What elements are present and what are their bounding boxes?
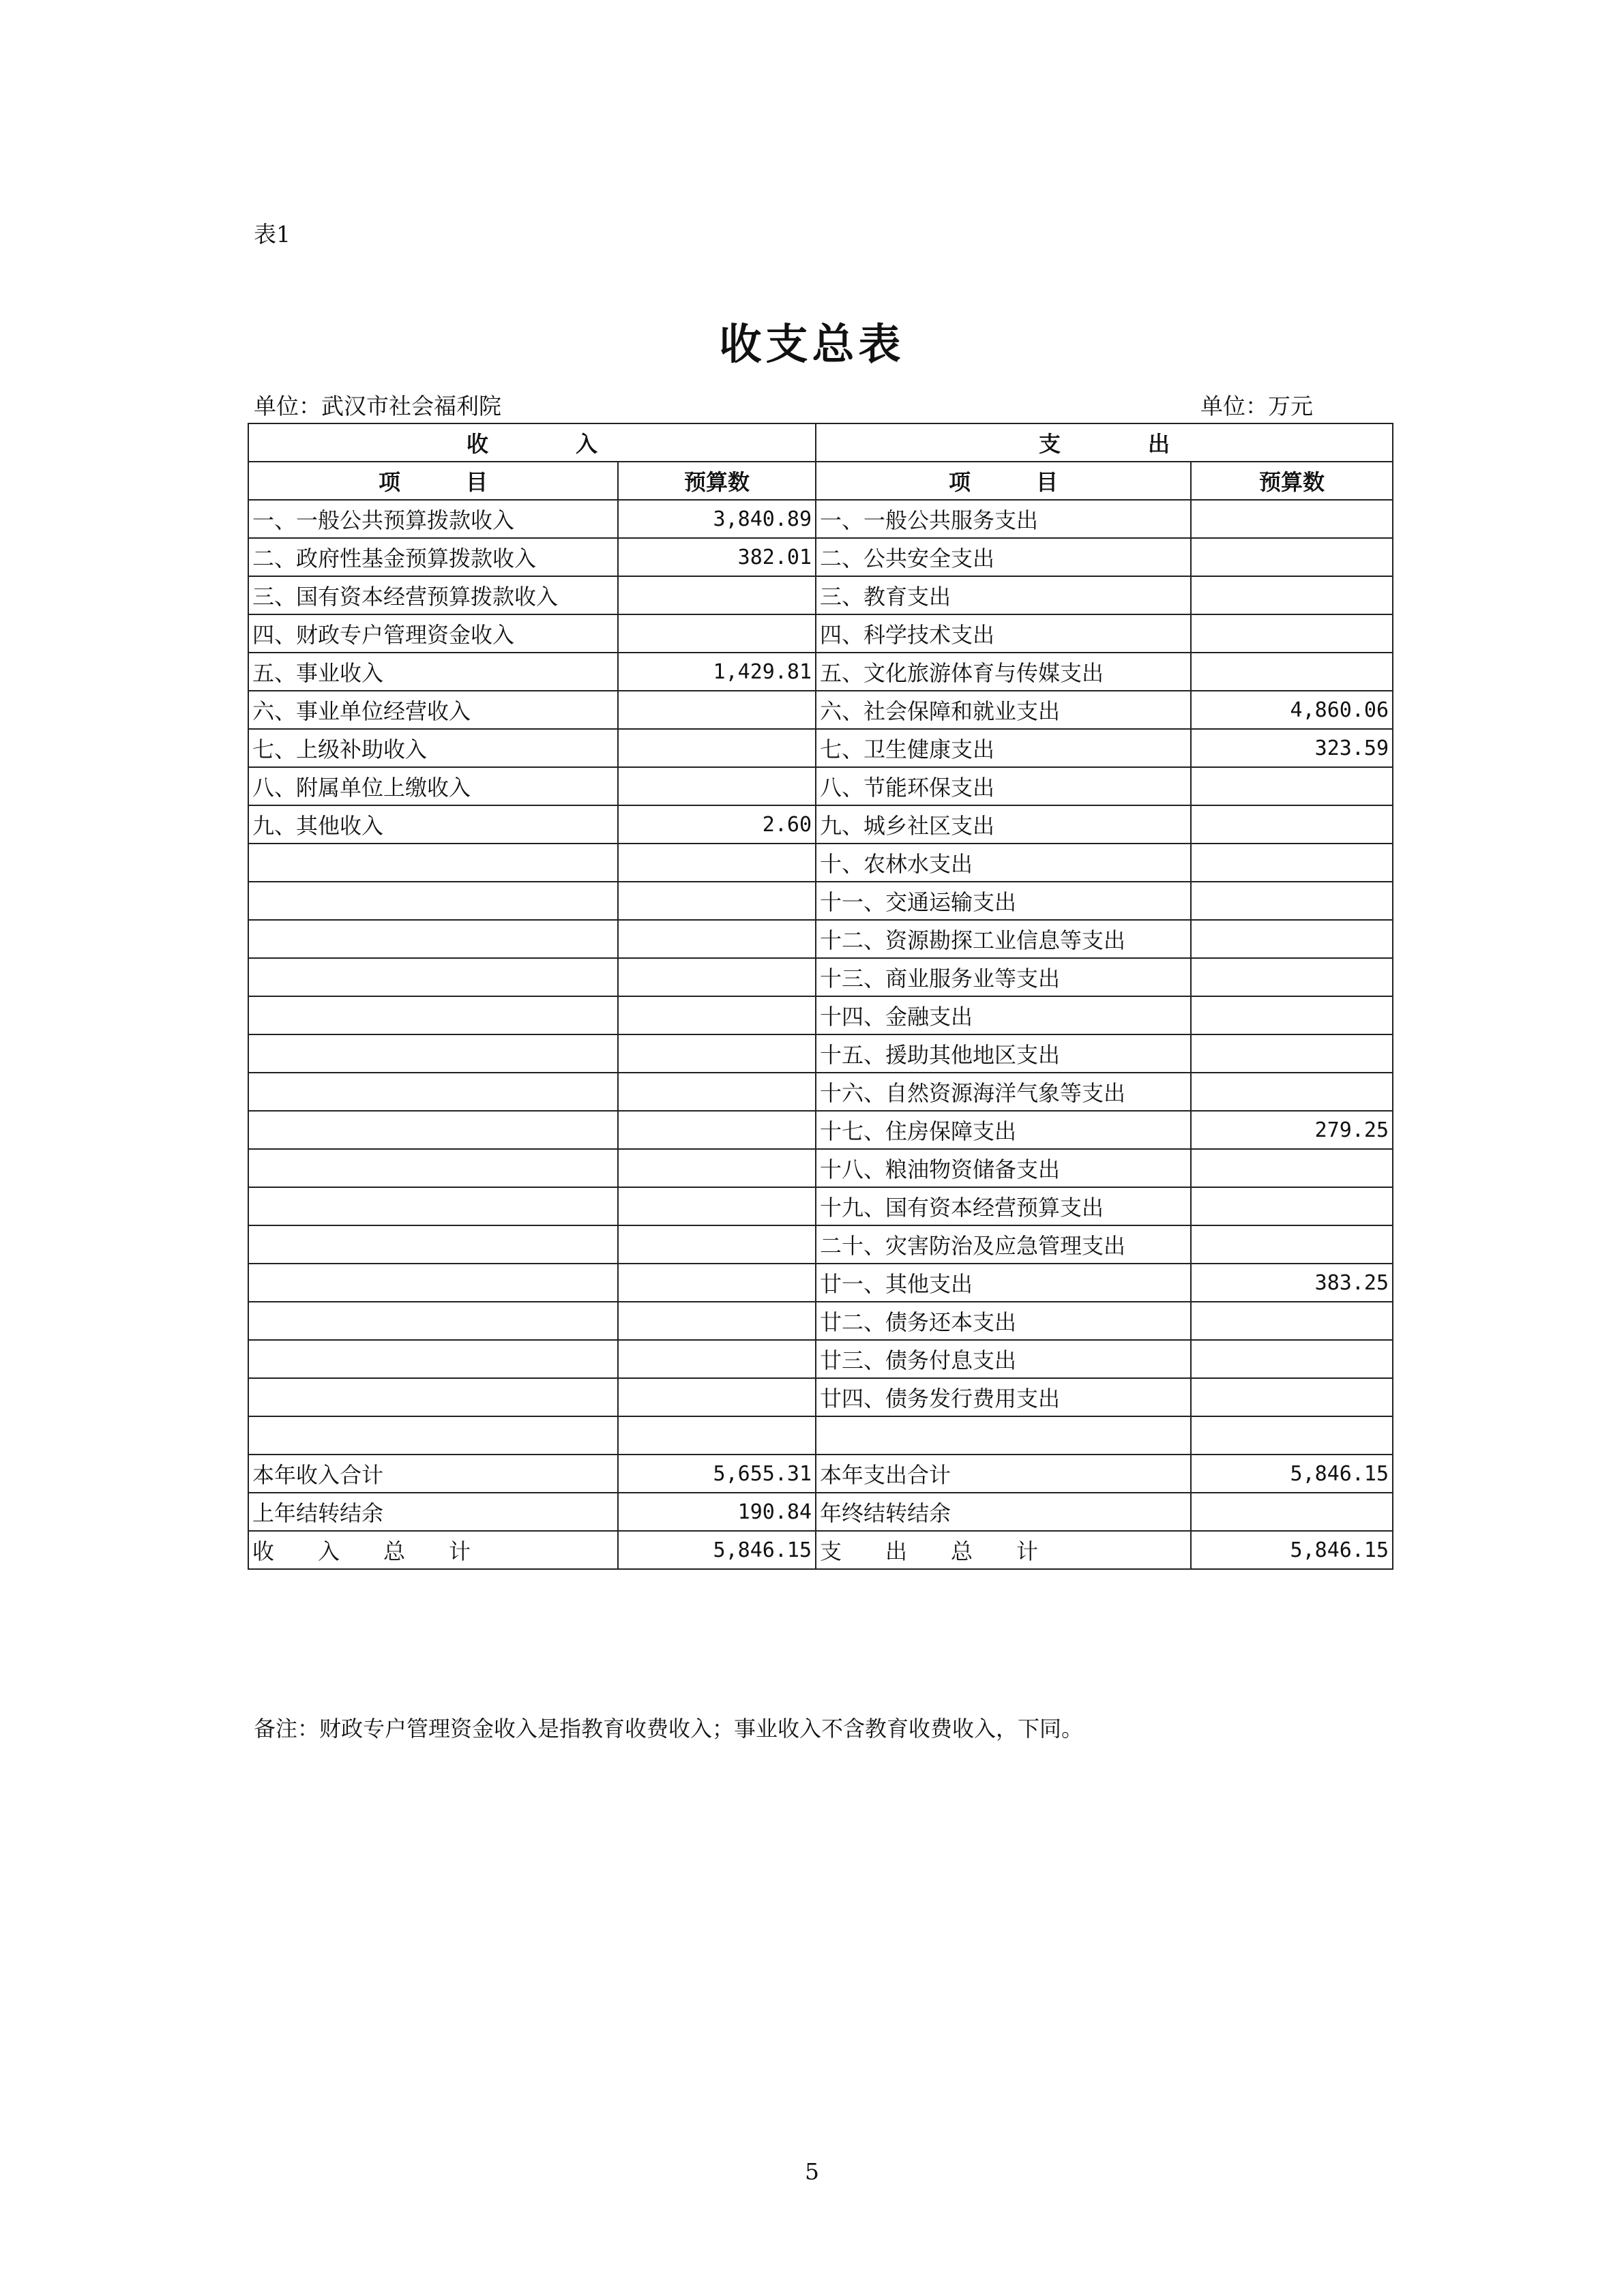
expense-item-cell	[816, 1416, 1191, 1455]
table-row	[248, 1111, 1393, 1149]
expense-item-cell: 七、卫生健康支出	[816, 729, 1191, 767]
expense-item-cell: 十四、金融支出	[816, 996, 1191, 1034]
expense-budget-cell	[1191, 958, 1393, 996]
expense-budget-cell: 5,846.15	[1191, 1455, 1393, 1493]
table-row	[248, 767, 1393, 805]
expense-item-cell: 一、一般公共服务支出	[816, 500, 1191, 538]
expense-budget-cell	[1191, 576, 1393, 614]
table-row	[248, 691, 1393, 729]
expense-item-cell: 四、科学技术支出	[816, 614, 1191, 653]
income-item-cell	[248, 844, 618, 882]
income-budget-cell	[618, 1034, 816, 1073]
income-item-cell	[248, 1034, 618, 1073]
income-budget-cell: 3,840.89	[618, 500, 816, 538]
table-row	[248, 1416, 1393, 1455]
expense-budget-cell	[1191, 1187, 1393, 1225]
income-budget-cell	[618, 691, 816, 729]
table-row	[248, 729, 1393, 767]
income-item-cell	[248, 882, 618, 920]
table-row	[248, 958, 1393, 996]
income-item-cell: 六、事业单位经营收入	[248, 691, 618, 729]
page-number: 5	[805, 2158, 819, 2185]
expense-item-cell: 十八、粮油物资储备支出	[816, 1149, 1191, 1187]
income-budget-cell	[618, 576, 816, 614]
expense-budget-cell	[1191, 538, 1393, 576]
income-item-cell: 七、上级补助收入	[248, 729, 618, 767]
income-budget-cell	[618, 1187, 816, 1225]
expense-item-cell: 六、社会保障和就业支出	[816, 691, 1191, 729]
income-item-cell: 本年收入合计	[248, 1455, 618, 1493]
expense-budget-cell	[1191, 1378, 1393, 1416]
unit-organization: 单位：武汉市社会福利院	[254, 393, 501, 419]
income-item-cell	[248, 1149, 618, 1187]
footnote: 备注：财政专户管理资金收入是指教育收费收入；事业收入不含教育收费收入，下同。	[254, 1716, 1084, 1742]
expense-budget-cell: 323.59	[1191, 729, 1393, 767]
table-row	[248, 920, 1393, 958]
expense-budget-cell	[1191, 882, 1393, 920]
income-item-cell: 三、国有资本经营预算拨款收入	[248, 576, 618, 614]
income-budget-cell	[618, 844, 816, 882]
income-item-cell: 五、事业收入	[248, 653, 618, 691]
income-budget-cell	[618, 996, 816, 1034]
expense-item-cell: 十、农林水支出	[816, 844, 1191, 882]
income-budget-cell: 2.60	[618, 805, 816, 844]
expense-item-cell: 十七、住房保障支出	[816, 1111, 1191, 1149]
table-row	[248, 1378, 1393, 1416]
unit-currency: 单位：万元	[1200, 393, 1313, 419]
expense-item-cell: 五、文化旅游体育与传媒支出	[816, 653, 1191, 691]
income-section-header: 收 入	[248, 423, 816, 462]
table-row	[248, 1455, 1393, 1493]
table-row	[248, 1340, 1393, 1378]
expense-budget-cell	[1191, 500, 1393, 538]
expense-item-cell: 三、教育支出	[816, 576, 1191, 614]
income-budget-cell: 382.01	[618, 538, 816, 576]
table-row	[248, 653, 1393, 691]
income-budget-header: 预算数	[618, 462, 816, 500]
expense-item-cell: 十五、援助其他地区支出	[816, 1034, 1191, 1073]
expense-budget-cell	[1191, 1225, 1393, 1264]
budget-summary-table	[248, 423, 1393, 1570]
table-row	[248, 844, 1393, 882]
expense-budget-cell	[1191, 996, 1393, 1034]
table-row	[248, 500, 1393, 538]
income-item-cell: 九、其他收入	[248, 805, 618, 844]
income-item-cell	[248, 1111, 618, 1149]
expense-section-header: 支 出	[816, 423, 1393, 462]
expense-item-cell: 十九、国有资本经营预算支出	[816, 1187, 1191, 1225]
expense-budget-cell: 279.25	[1191, 1111, 1393, 1149]
income-item-cell	[248, 1264, 618, 1302]
income-budget-cell: 1,429.81	[618, 653, 816, 691]
expense-item-cell: 廿二、债务还本支出	[816, 1302, 1191, 1340]
table-row	[248, 805, 1393, 844]
table-row	[248, 1264, 1393, 1302]
income-item-cell	[248, 1416, 618, 1455]
income-budget-cell: 5,846.15	[618, 1531, 816, 1569]
expense-budget-cell	[1191, 805, 1393, 844]
table-row	[248, 1302, 1393, 1340]
income-item-cell: 上年结转结余	[248, 1493, 618, 1531]
income-item-cell	[248, 1073, 618, 1111]
income-item-cell	[248, 1302, 618, 1340]
table-row	[248, 538, 1393, 576]
expense-item-header: 项 目	[816, 462, 1191, 500]
table-row	[248, 1531, 1393, 1569]
income-budget-cell	[618, 1340, 816, 1378]
income-item-cell: 一、一般公共预算拨款收入	[248, 500, 618, 538]
income-item-cell: 收 入 总 计	[248, 1531, 618, 1569]
expense-item-cell: 十二、资源勘探工业信息等支出	[816, 920, 1191, 958]
expense-item-cell: 廿四、债务发行费用支出	[816, 1378, 1191, 1416]
expense-item-cell: 廿一、其他支出	[816, 1264, 1191, 1302]
income-item-cell	[248, 1378, 618, 1416]
expense-budget-cell	[1191, 1034, 1393, 1073]
expense-item-cell: 十一、交通运输支出	[816, 882, 1191, 920]
income-budget-cell	[618, 1264, 816, 1302]
income-item-cell	[248, 1187, 618, 1225]
expense-item-cell: 年终结转结余	[816, 1493, 1191, 1531]
expense-budget-cell	[1191, 1416, 1393, 1455]
table-row	[248, 882, 1393, 920]
expense-budget-cell	[1191, 1149, 1393, 1187]
table-body	[248, 500, 1393, 1569]
income-budget-cell	[618, 920, 816, 958]
table-row	[248, 576, 1393, 614]
expense-budget-cell: 5,846.15	[1191, 1531, 1393, 1569]
expense-budget-cell	[1191, 920, 1393, 958]
income-budget-cell	[618, 1225, 816, 1264]
expense-budget-cell	[1191, 1340, 1393, 1378]
income-item-cell: 二、政府性基金预算拨款收入	[248, 538, 618, 576]
expense-budget-cell	[1191, 614, 1393, 653]
table-label: 表1	[254, 221, 291, 248]
income-budget-cell	[618, 767, 816, 805]
income-budget-cell	[618, 1302, 816, 1340]
expense-item-cell: 十六、自然资源海洋气象等支出	[816, 1073, 1191, 1111]
income-budget-cell	[618, 614, 816, 653]
income-budget-cell	[618, 729, 816, 767]
table-row	[248, 1225, 1393, 1264]
section-header-row	[248, 423, 1393, 462]
column-header-row	[248, 462, 1393, 500]
expense-budget-header: 预算数	[1191, 462, 1393, 500]
expense-budget-cell	[1191, 844, 1393, 882]
expense-item-cell: 二十、灾害防治及应急管理支出	[816, 1225, 1191, 1264]
income-item-cell	[248, 958, 618, 996]
income-item-cell	[248, 996, 618, 1034]
table-row	[248, 614, 1393, 653]
income-item-cell	[248, 1340, 618, 1378]
table-row	[248, 996, 1393, 1034]
income-budget-cell	[618, 1416, 816, 1455]
expense-budget-cell	[1191, 1302, 1393, 1340]
table-row	[248, 1073, 1393, 1111]
income-budget-cell: 5,655.31	[618, 1455, 816, 1493]
income-item-cell	[248, 1225, 618, 1264]
expense-budget-cell	[1191, 653, 1393, 691]
income-item-header: 项 目	[248, 462, 618, 500]
expense-budget-cell	[1191, 1073, 1393, 1111]
expense-budget-cell: 4,860.06	[1191, 691, 1393, 729]
expense-item-cell: 九、城乡社区支出	[816, 805, 1191, 844]
income-item-cell: 八、附属单位上缴收入	[248, 767, 618, 805]
expense-item-cell: 本年支出合计	[816, 1455, 1191, 1493]
table-row	[248, 1493, 1393, 1531]
page-title: 收支总表	[719, 319, 905, 369]
income-budget-cell	[618, 1073, 816, 1111]
table-row	[248, 1149, 1393, 1187]
income-item-cell: 四、财政专户管理资金收入	[248, 614, 618, 653]
expense-item-cell: 支 出 总 计	[816, 1531, 1191, 1569]
expense-item-cell: 十三、商业服务业等支出	[816, 958, 1191, 996]
expense-budget-cell	[1191, 767, 1393, 805]
income-budget-cell	[618, 1111, 816, 1149]
expense-item-cell: 廿三、债务付息支出	[816, 1340, 1191, 1378]
expense-budget-cell: 383.25	[1191, 1264, 1393, 1302]
income-budget-cell	[618, 882, 816, 920]
table-row	[248, 1187, 1393, 1225]
expense-item-cell: 八、节能环保支出	[816, 767, 1191, 805]
income-budget-cell	[618, 1149, 816, 1187]
table-row	[248, 1034, 1393, 1073]
income-budget-cell	[618, 1378, 816, 1416]
income-budget-cell	[618, 958, 816, 996]
income-budget-cell: 190.84	[618, 1493, 816, 1531]
income-item-cell	[248, 920, 618, 958]
expense-item-cell: 二、公共安全支出	[816, 538, 1191, 576]
expense-budget-cell	[1191, 1493, 1393, 1531]
